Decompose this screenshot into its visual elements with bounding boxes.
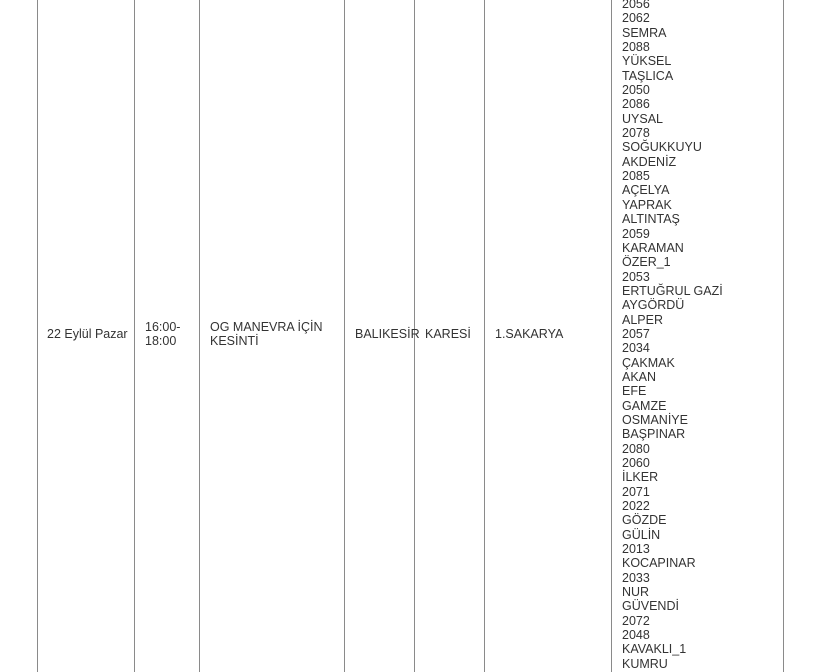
feeder-item: NUR: [622, 585, 650, 600]
time-end: 18:00: [145, 334, 177, 348]
feeder-item: OSMANİYE: [622, 412, 688, 427]
feeder-item: AKAN: [622, 369, 657, 384]
feeder-item: AYGÖRDÜ: [622, 298, 685, 313]
feeder-item: KUMRU: [622, 656, 668, 671]
cell-border: [37, 0, 38, 672]
neighborhood-cell: 1.SAKARYA: [495, 327, 564, 341]
cell-border: [783, 0, 784, 672]
feeder-item: SOĞUKKUYU: [622, 140, 702, 155]
feeder-item: 2033: [622, 570, 650, 585]
time-start: 16:00-: [145, 320, 181, 334]
feeder-item: 2056: [622, 0, 650, 11]
feeder-item: KOCAPINAR: [622, 556, 696, 571]
cell-border: [484, 0, 485, 672]
feeder-item: EFE: [622, 384, 647, 399]
feeder-item: ERTUĞRUL GAZİ: [622, 283, 723, 298]
feeder-item: 2071: [622, 484, 650, 499]
cell-border: [611, 0, 612, 672]
cell-border: [134, 0, 135, 672]
feeder-item: 2062: [622, 11, 650, 26]
feeder-item: 2013: [622, 542, 650, 557]
feeder-item: ÇAKMAK: [622, 355, 675, 370]
reason-line-2: KESİNTİ: [210, 334, 259, 348]
feeder-item: GÜLİN: [622, 527, 661, 542]
feeder-item: İLKER: [622, 470, 659, 485]
feeder-item: KAVAKLI_1: [622, 642, 687, 657]
reason-line-1: OG MANEVRA İÇİN: [210, 320, 323, 334]
cell-border: [199, 0, 200, 672]
feeder-list: [622, 0, 723, 671]
feeder-item: 2086: [622, 97, 650, 112]
feeder-item: SEMRA: [622, 25, 667, 40]
feeder-item: UYSAL: [622, 111, 663, 126]
feeder-item: 2088: [622, 40, 650, 55]
feeder-item: GAMZE: [622, 398, 667, 413]
feeder-item: BAŞPINAR: [622, 427, 686, 442]
feeder-item: 2078: [622, 126, 650, 141]
feeder-item: KARAMAN: [622, 240, 684, 255]
feeder-item: 2072: [622, 613, 650, 628]
feeder-item: TAŞLICA: [622, 68, 674, 83]
district-cell: KARESİ: [425, 327, 471, 341]
feeder-item: YAPRAK: [622, 197, 672, 212]
feeder-item: 2059: [622, 226, 650, 241]
feeder-item: 2057: [622, 326, 650, 341]
date-cell: 22 Eylül Pazar: [47, 327, 128, 341]
feeder-item: ALPER: [622, 312, 663, 327]
feeder-item: AKDENİZ: [622, 154, 677, 169]
feeder-item: 2022: [622, 499, 650, 514]
cell-border: [344, 0, 345, 672]
feeder-item: GÜVENDİ: [622, 599, 679, 614]
feeder-item: ALTINTAŞ: [622, 212, 680, 227]
province-cell: BALIKESİR: [355, 327, 420, 341]
feeder-item: 2050: [622, 83, 650, 98]
feeder-item: 2060: [622, 456, 650, 470]
feeder-item: 2085: [622, 169, 650, 184]
feeder-item: 2053: [622, 269, 650, 284]
feeder-item: 2080: [622, 441, 650, 456]
feeder-item: AÇELYA: [622, 183, 670, 198]
feeder-item: GÖZDE: [622, 513, 667, 528]
feeder-item: 2048: [622, 628, 650, 643]
feeder-item: ÖZER_1: [622, 255, 671, 270]
feeder-item: 2034: [622, 341, 650, 356]
feeder-item: YÜKSEL: [622, 54, 672, 69]
